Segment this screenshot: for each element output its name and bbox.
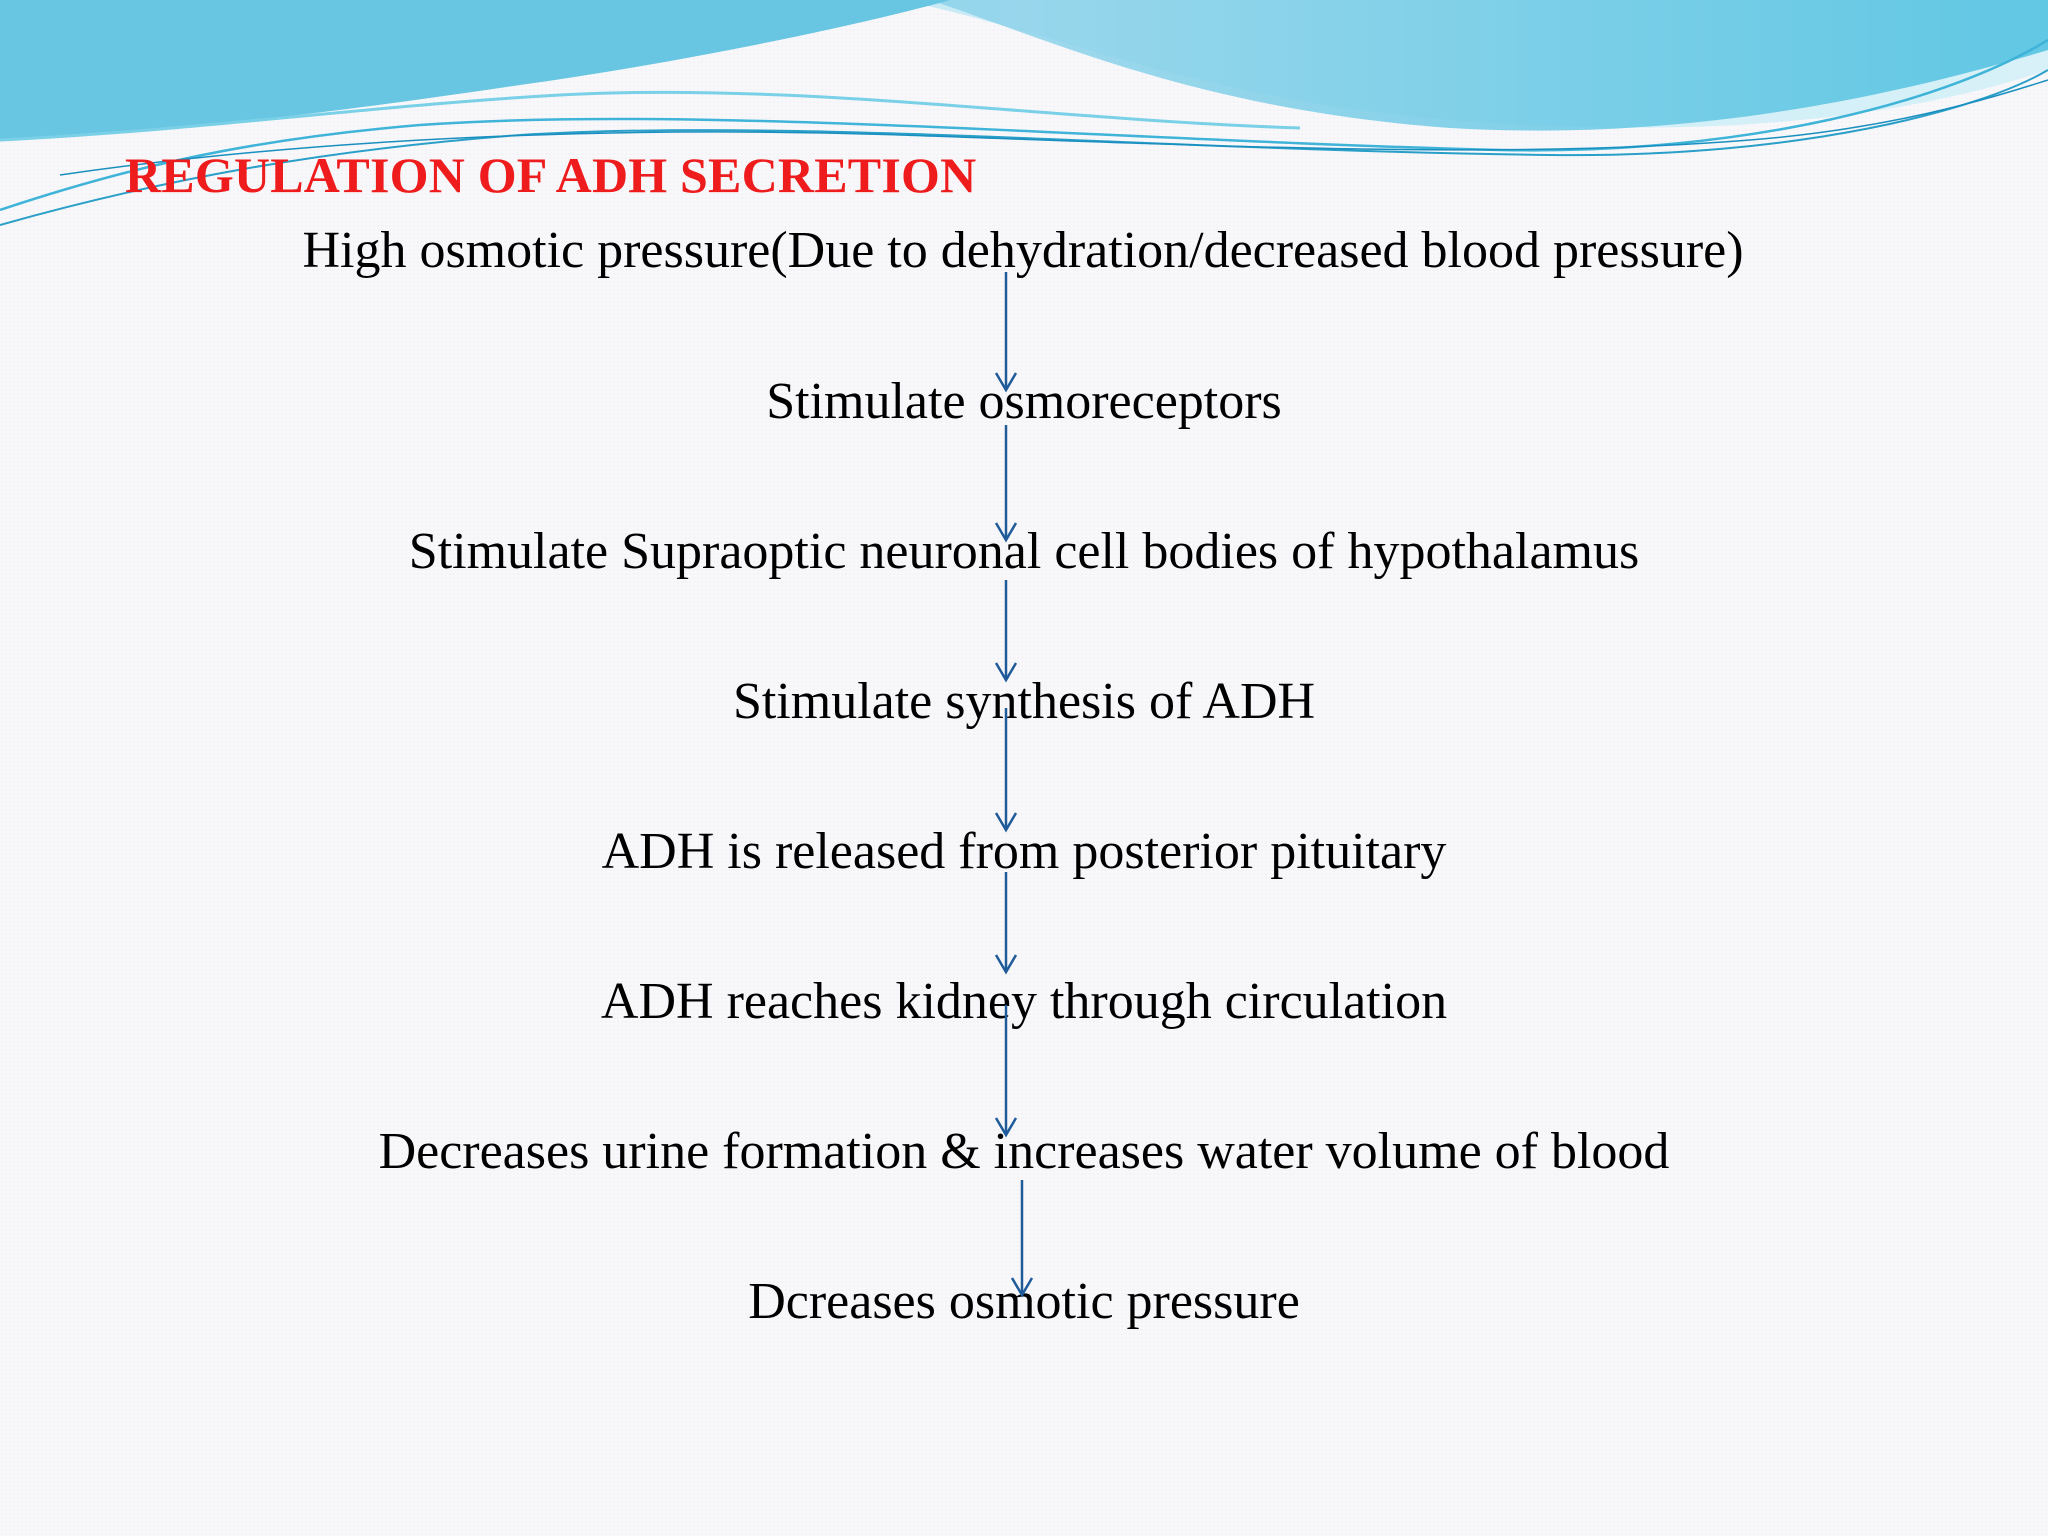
down-arrow bbox=[996, 580, 1016, 680]
flow-step: Decreases urine formation & increases water volume of blood bbox=[378, 1123, 1670, 1180]
flow-step: Stimulate synthesis of ADH bbox=[732, 673, 1316, 730]
flow-step: High osmotic pressure(Due to dehydration/decreased blood pressure) bbox=[302, 222, 1744, 279]
down-arrow bbox=[996, 872, 1016, 972]
flow-step: ADH is released from posterior pituitary bbox=[601, 823, 1447, 880]
flow-step: Dcreases osmotic pressure bbox=[748, 1273, 1300, 1330]
flow-step: Stimulate Supraoptic neuronal cell bodies of hypothalamus bbox=[408, 523, 1640, 580]
flow-step: ADH reaches kidney through circulation bbox=[600, 973, 1448, 1030]
flow-step: Stimulate osmoreceptors bbox=[766, 373, 1282, 430]
slide-title: REGULATION OF ADH SECRETION bbox=[125, 147, 977, 203]
